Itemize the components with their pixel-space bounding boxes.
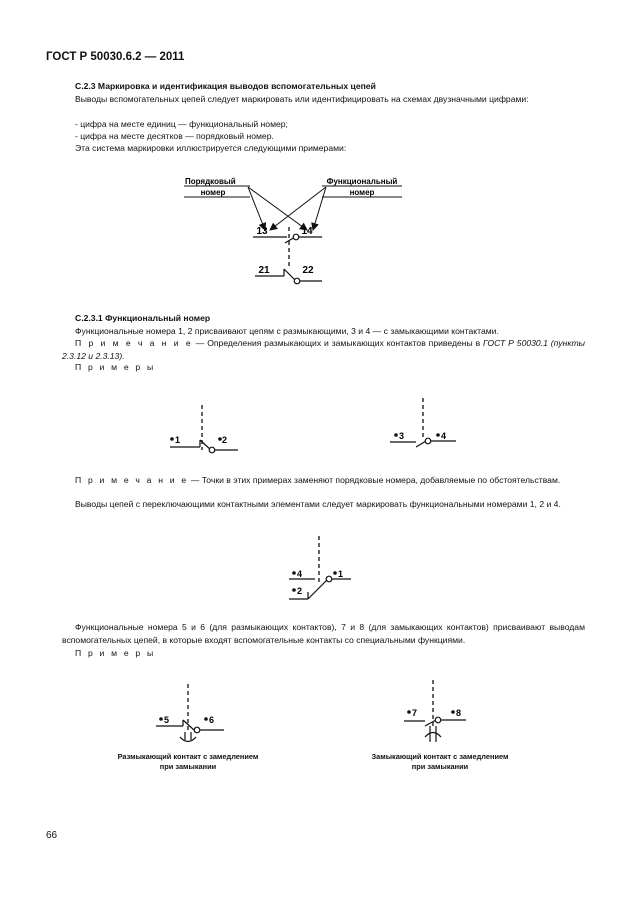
- label-co-4: 4: [297, 569, 303, 579]
- label-sequence-number: Порядковый: [185, 177, 236, 186]
- label-co-1: 1: [338, 569, 344, 579]
- functional-number-diagram: [160, 395, 460, 460]
- note-definitions: [62, 337, 585, 362]
- examples-label-2: П р и м е р ы: [75, 648, 156, 658]
- document-header: ГОСТ Р 50030.6.2 — 2011: [46, 51, 185, 63]
- caption-no-delayed: [340, 752, 540, 772]
- terminal-22: 22: [302, 265, 314, 276]
- paragraph-special-functions: Функциональные номера 5 и 6 (для размыкающих контактов), 7 и 8 (для замыкающих контактов) присваивают выводам вспомогательных цепей, в которые входят вспомогательные контакты со специальными функциями.: [62, 622, 585, 645]
- examples-label: П р и м е р ы: [75, 362, 156, 372]
- marking-diagram: [150, 165, 430, 295]
- label-no-3: 3: [399, 431, 405, 441]
- paragraph-intro: Выводы вспомогательных цепей следует маркировать или идентифицировать на схемах двузначными цифрами:: [75, 94, 529, 104]
- label-functional-number: Функциональный: [326, 177, 398, 186]
- terminal-14: 14: [301, 226, 313, 237]
- caption-nc-line1: Размыкающий контакт с замедлением: [117, 752, 259, 761]
- list-item-units: - цифра на месте единиц — функциональный номер;: [75, 119, 288, 129]
- label-no-4: 4: [441, 431, 447, 441]
- changeover-contact-diagram: [275, 532, 375, 602]
- note-dots-label: П р и м е ч а н и е: [75, 475, 189, 485]
- note-text: — Определения размыкающих и замыкающих контактов приведены в: [192, 338, 484, 348]
- paragraph-changeover: Выводы цепей с переключающими контактными элементами следует маркировать функциональными номерами 1, 2 и 4.: [75, 499, 561, 509]
- paragraph-functional-numbers: Функциональные номера 1, 2 присваивают цепям с размыкающими, 3 и 4 — с замыкающими контактами.: [75, 326, 499, 336]
- label-delay-7: 7: [412, 708, 418, 718]
- label-sequence-number-2: номер: [200, 188, 226, 197]
- note-reference: ГОСТ Р 50030.1 (пункты 2.3.12 и 2.3.13).: [62, 338, 585, 361]
- note-label: П р и м е ч а н и е: [75, 338, 193, 348]
- caption-no-line1: Замыкающий контакт с замедлением: [371, 752, 509, 761]
- terminal-21: 21: [258, 265, 270, 276]
- caption-nc-delayed: [88, 752, 288, 772]
- section-title-c231: С.2.3.1 Функциональный номер: [75, 313, 211, 323]
- note-dots: [62, 474, 585, 487]
- label-nc-1: 1: [175, 435, 181, 445]
- note-dots-text: — Точки в этих примерах заменяют порядковые номера, добавляемые по обстоятельствам.: [188, 475, 561, 485]
- section-title-c23: С.2.3 Маркировка и идентификация выводов вспомогательных цепей: [75, 81, 376, 91]
- label-delay-8: 8: [456, 708, 462, 718]
- caption-no-line2: при замыкании: [411, 762, 469, 771]
- label-functional-number-2: номер: [349, 188, 375, 197]
- delayed-contacts-diagram: [140, 680, 480, 750]
- label-co-2: 2: [297, 586, 303, 596]
- page-number: 66: [46, 830, 58, 841]
- label-delay-5: 5: [164, 715, 170, 725]
- caption-nc-line2: при замыкании: [159, 762, 217, 771]
- label-delay-6: 6: [209, 715, 215, 725]
- paragraph-examples-intro: Эта система маркировки иллюстрируется следующими примерами:: [75, 143, 347, 153]
- label-nc-2: 2: [222, 435, 228, 445]
- terminal-13: 13: [256, 226, 268, 237]
- list-item-tens: - цифра на месте десятков — порядковый номер.: [75, 131, 274, 141]
